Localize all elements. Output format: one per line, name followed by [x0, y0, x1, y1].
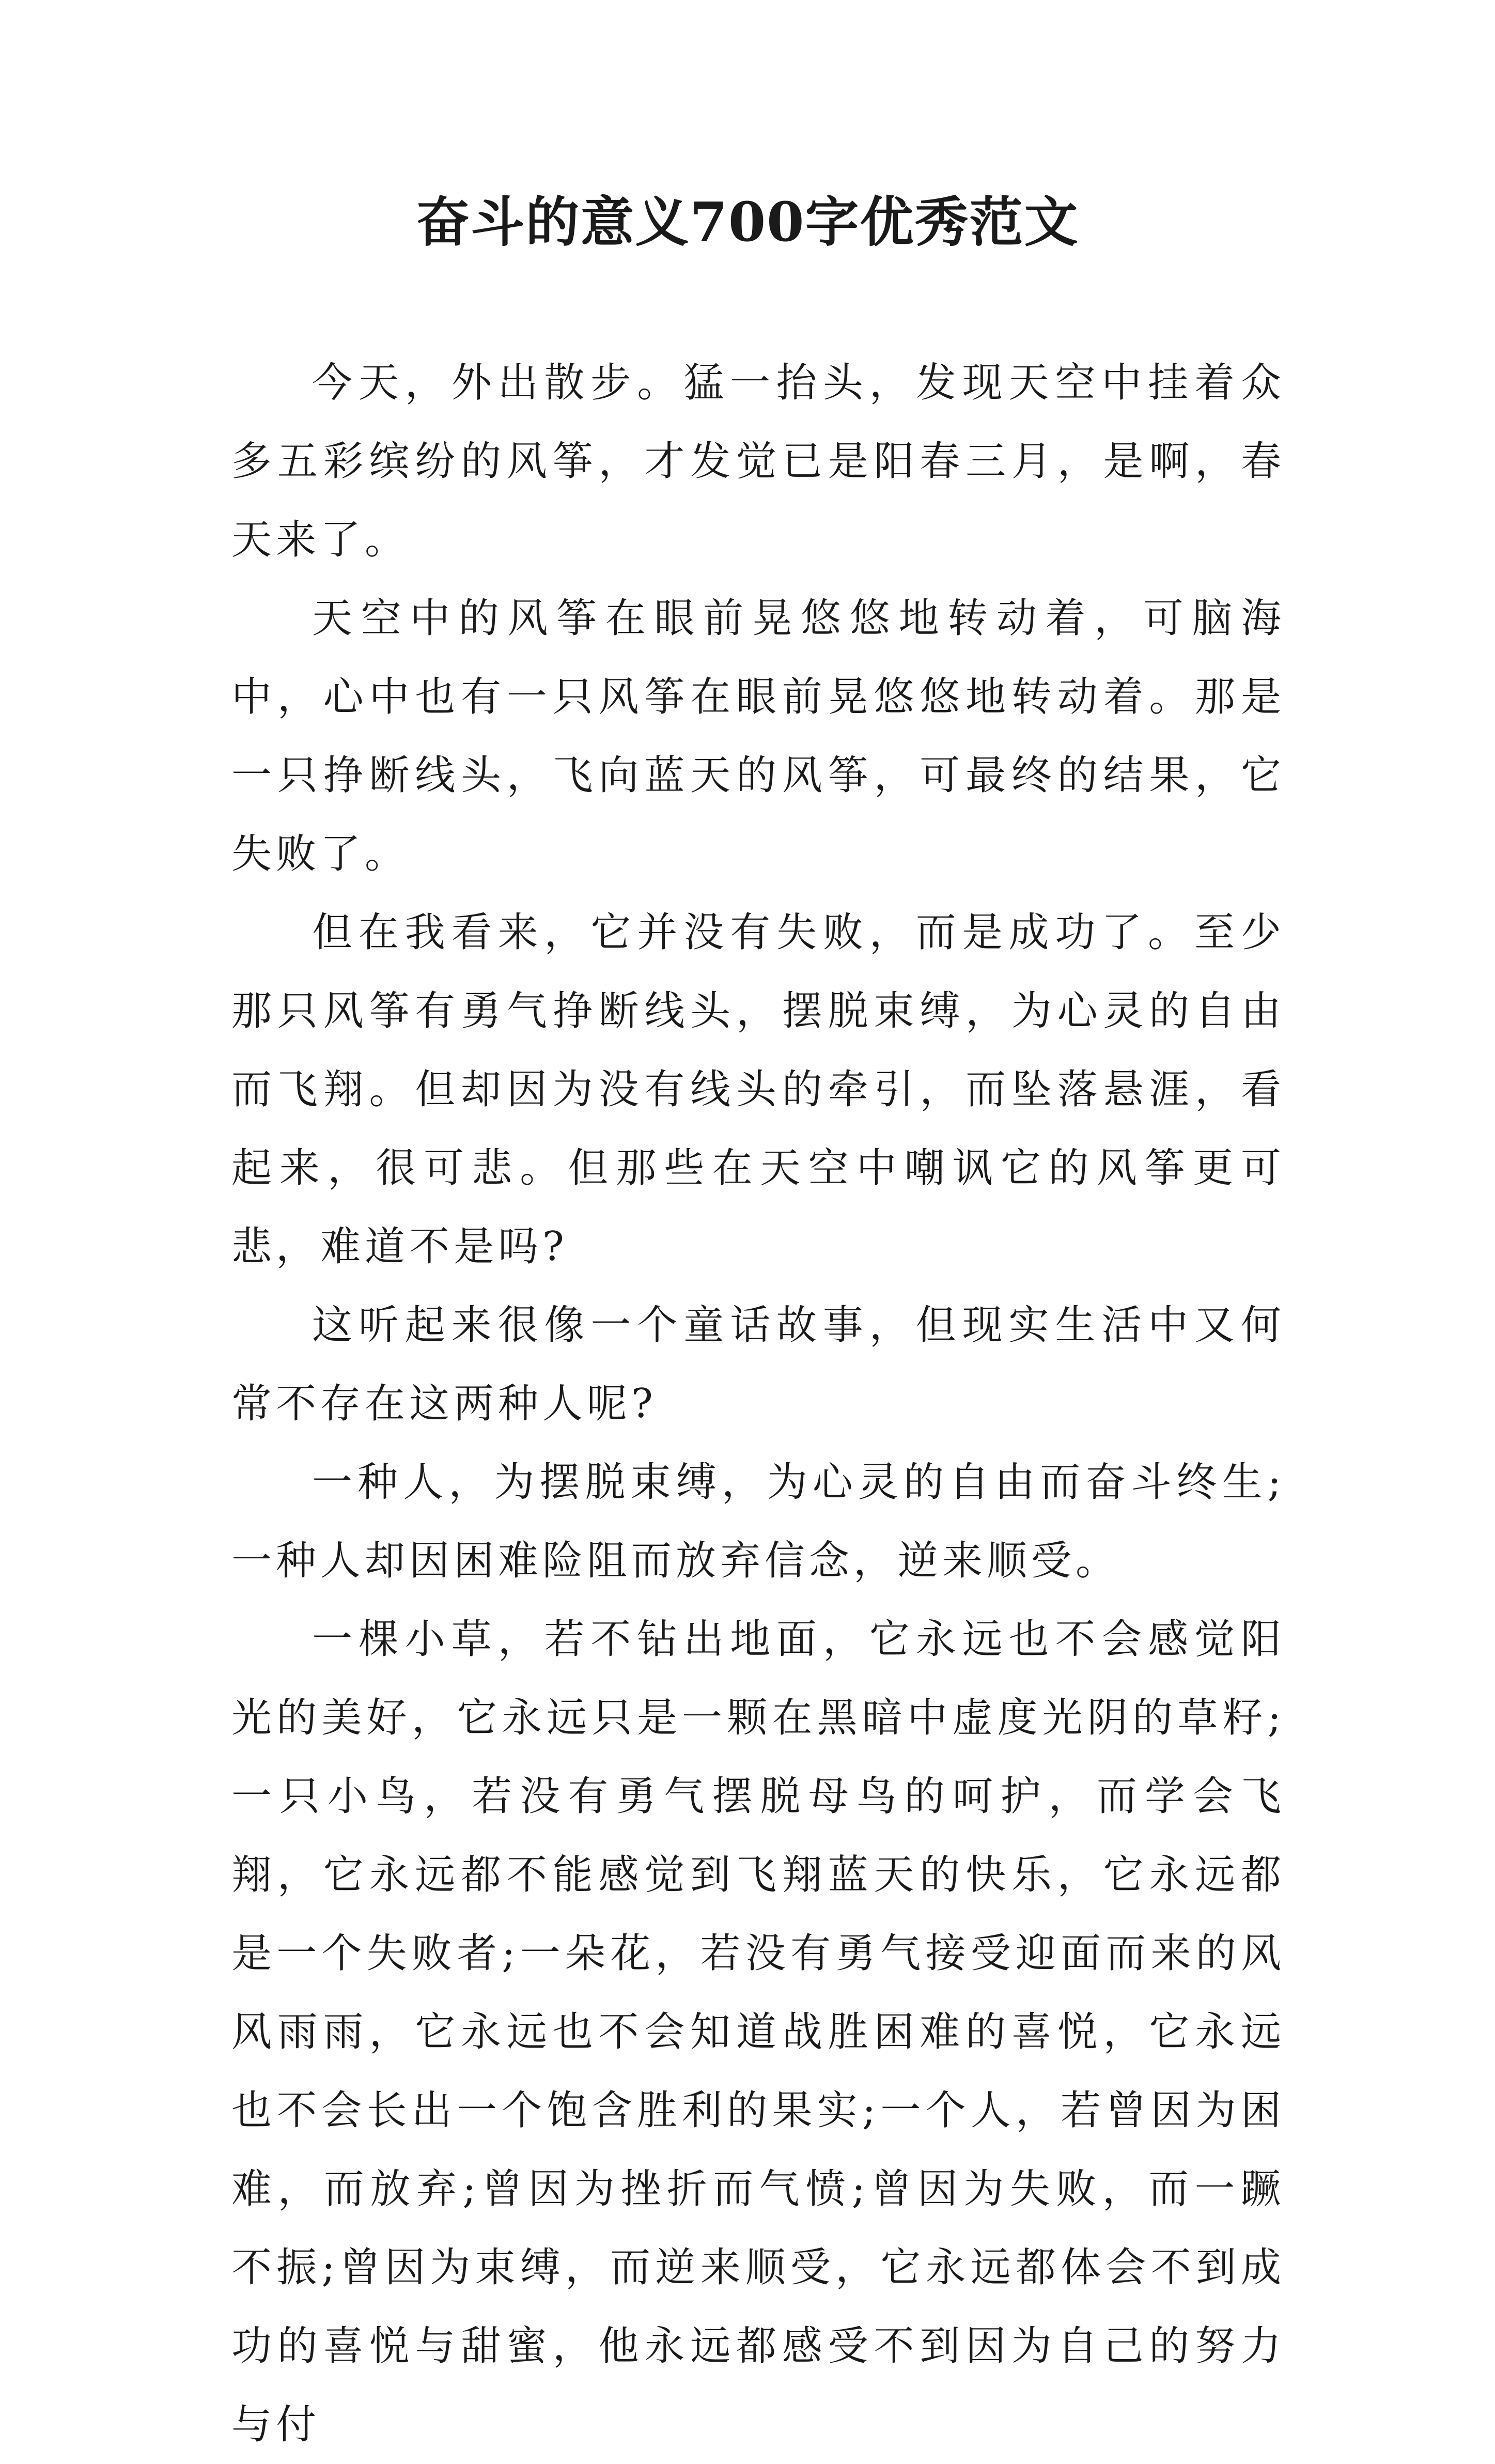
paragraph: 今天，外出散步。猛一抬头，发现天空中挂着众多五彩缤纷的风筝，才发觉已是阳春三月，是啊，春天来了。 [231, 360, 1285, 563]
paragraph: 天空中的风筝在眼前晃悠悠地转动着，可脑海中，心中也有一只风筝在眼前晃悠悠地转动着。那是一只挣断线头，飞向蓝天的风筝，可最终的结果，它失败了。 [231, 595, 1285, 877]
page-title: 奋斗的意义700字优秀范文 [416, 190, 1079, 254]
paragraph: 这听起来很像一个童话故事，但现实生活中又何常不存在这两种人呢? [231, 1302, 1285, 1427]
paragraph: 一种人，为摆脱束缚，为心灵的自由而奋斗终生;一种人却因困难险阻而放弃信念，逆来顺受。 [231, 1459, 1285, 1584]
paragraph: 但在我看来，它并没有失败，而是成功了。至少那只风筝有勇气挣断线头，摆脱束缚，为心灵的自由而飞翔。但却因为没有线头的牵引，而坠落悬涯，看起来，很可悲。但那些在天空中嘲讽它的风筝更可悲，难道不是吗? [231, 909, 1285, 1270]
document-body [231, 344, 1285, 2464]
paragraph: 一棵小草，若不钻出地面，它永远也不会感觉阳光的美好，它永远只是一颗在黑暗中虚度光阴的草籽;一只小鸟，若没有勇气摆脱母鸟的呵护，而学会飞翔，它永远都不能感觉到飞翔蓝天的快乐，它永远都是一个失败者;一朵花，若没有勇气接受迎面而来的风风雨雨，它永远也不会知道战胜困难的喜悦，它永远也不会长出一个饱含胜利的果实;一个人，若曾因为困难，而放弃;曾因为挫折而气愤;曾因为失败，而一蹶不振;曾因为束缚，而逆来顺受，它永远都体会不到成功的喜悦与甜蜜，他永远都感受不到因为自己的努力与付 [231, 1616, 1285, 2448]
